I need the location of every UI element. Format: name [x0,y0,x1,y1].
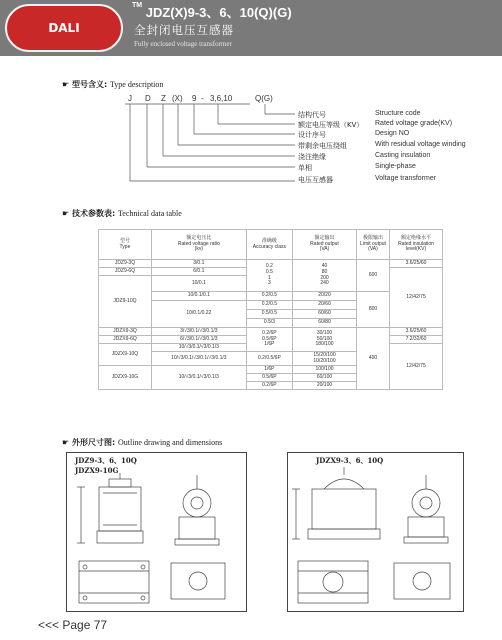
table-row: JDZ9-6Q 6/0.1 12/42/75 [99,268,443,276]
section-title-en: Outline drawing and dimensions [117,438,223,447]
header-ratio: 额定电压比 Rated voltage ratio (kv) [151,230,246,260]
technical-data-table [98,229,443,390]
outline-heading [62,437,222,448]
table-row: JDZX9-10G 10/√3/0.1/√3/0.1/3 1/6P 100/100 [99,366,443,374]
table-row: JDZ9-10Q 10/0.1 [99,276,443,284]
header-accuracy: 准确级 Accuracy class [246,230,292,260]
legend-en: Structure code [375,110,421,117]
legend-cn: 电压互感器 [298,176,333,184]
legend-cn: 设计序号 [298,131,326,139]
code-letter: J [128,94,132,103]
table-row: 0.5/3 60/80 [99,319,443,328]
legend-cn: 浇注绝缘 [298,153,326,161]
code-letter: (X) [172,94,183,103]
section-title-cn: 外形尺寸图: [71,438,116,447]
drawing-label: JDZ9-3、6、10Q [75,456,137,465]
code-letter: Q(G) [255,94,273,103]
table-row: 10/0.1/0.1 0.2/0.5 20/20 800 [99,292,443,301]
code-letter: D [145,94,151,103]
header-limit-output: 极限输出 Limit output (VA) [356,230,389,260]
table-row: 0.5/0.5 60/60 [99,310,443,319]
outline-drawing-left [66,452,247,612]
legend-en: Rated voltage grade(KV) [375,120,453,127]
table-row: JDZX9-10Q 10/√3/0.1/√3/0.1/3 12/42/75 [99,344,443,352]
code-letter: Z [161,94,166,103]
trademark-mark: TM [132,2,143,9]
header-type: 型号 Type [99,230,152,260]
table-row: JDZ9-3Q 3/0.1 0.2 0.5 1 3 40 80 200 240 600 3.6/25/60 [99,260,443,268]
table-row: 0.2/6P 20/100 [99,382,443,390]
legend-en: Casting insulation [375,152,431,159]
section-title-cn: 技术参数表: [71,209,116,218]
table-row: 0.5/6P 60/100 [99,374,443,382]
accuracy-cell: 0.2 0.5 1 3 [246,260,292,292]
product-title-cn: 全封闭电压互感器 [134,23,234,37]
table-row: JDZX9-3Q 3/√3/0.1/√3/0.1/3 0.2/6P 0.5/6P 1/6P 30/100 50/100 180/100 400 3.6/25/60 [99,328,443,336]
logo-text: DALI [48,21,80,35]
page-number: <<< Page 77 [38,618,108,632]
legend-cn: 结构代号 [298,111,326,119]
table-header-row [99,230,443,260]
legend-cn: 单相 [298,164,312,172]
legend-en: With residual voltage winding [375,141,466,148]
drawing-label: JDZX9-10G [75,466,119,475]
header-rated-output: 额定输出 Rated output (VA) [293,230,357,260]
transformer-drawing [288,453,465,613]
type-code-leader-lines [0,0,502,200]
header-insulation: 额定绝缘水平 Rated insulation level(KV) [390,230,443,260]
legend-en: Design NO [375,130,410,137]
legend-en: Voltage transformer [375,175,437,182]
product-title-en: Fully enclosed voltage transformer [134,40,232,48]
code-letter: 3,6,10 [210,94,233,103]
table-row: 10/0.1/0.22 0.2/0.5 20/60 [99,301,443,310]
transformer-drawing [67,453,248,613]
legend-cn: 带剩余电压绕组 [298,142,347,150]
legend-cn: 额定电压等级（KV） [298,121,364,129]
legend-en: Single-phase [375,163,416,170]
table-row: 10/√3/0.1/√3/0.1/√3/0.1/3 0.2/0.5/6P 15/20/100 10/20/100 [99,352,443,366]
drawing-label: JDZX9-3、6、10Q [316,456,384,465]
output-cell: 40 80 200 240 [293,260,357,292]
section-title-en: Technical data table [117,209,182,218]
pointing-hand-icon: ☛ [62,438,70,447]
pointing-hand-icon: ☛ [62,209,70,218]
table-row: JDZX9-6Q 6/√3/0.1/√3/0.1/3 7.2/32/60 [99,336,443,344]
pointing-hand-icon: ☛ [62,80,70,89]
code-letter: 9 [192,94,197,103]
section-title-en: Type description [109,80,164,89]
code-letter: - [201,94,204,103]
section-title-cn: 型号含义: [71,80,108,89]
model-text: JDZ(X)9-3、6、10(Q)(G) [145,5,292,20]
outline-drawing-right [287,452,464,612]
technical-data-heading [62,208,182,219]
